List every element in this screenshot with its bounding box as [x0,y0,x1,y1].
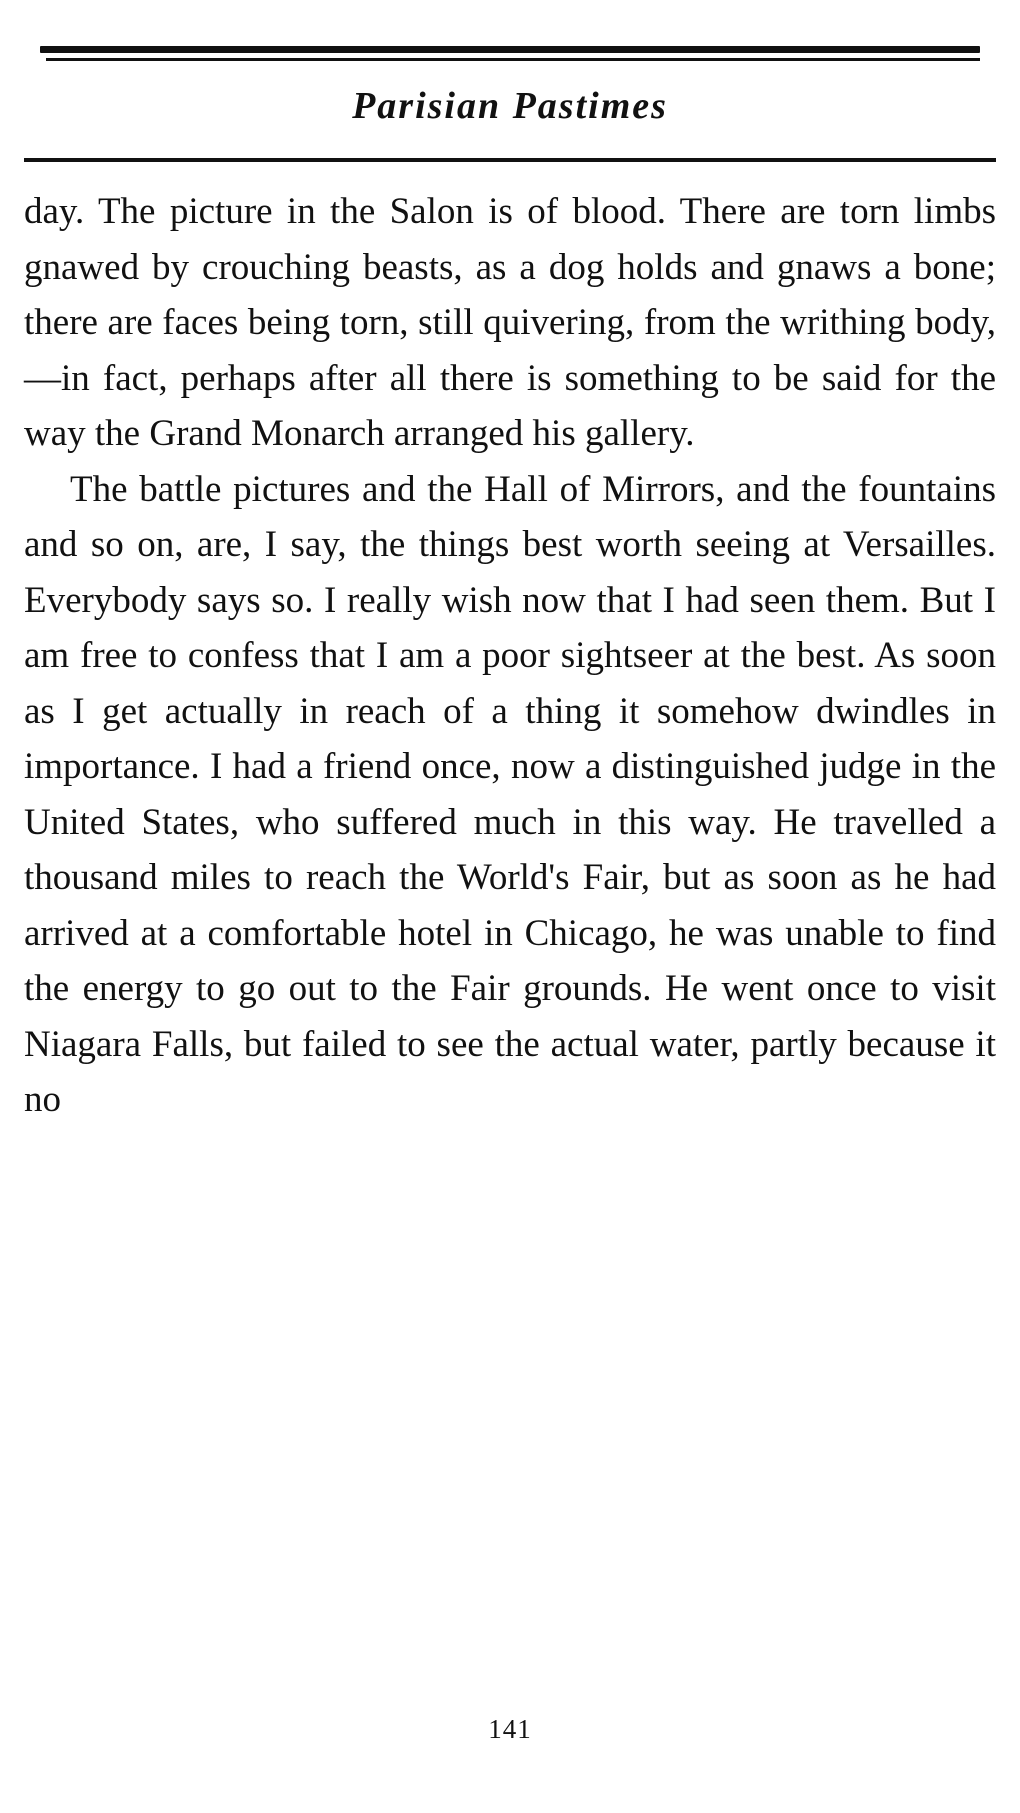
header-rule-thick [40,46,980,53]
page-body [24,184,996,1128]
page-number: 141 [488,1714,532,1744]
paragraph-2: The battle pictures and the Hall of Mirrors, and the fountains and so on, are, I say, the things best worth seeing at Versailles. Everybody says so. I really wish now that I had seen them. But I am free to confess that I am a poor sightseer at the best. As soon as I get actually in reach of a thing it somehow dwindles in importance. I had a friend once, now a distinguished judge in the United States, who suffered much in this way. He travelled a thousand miles to reach the World's Fair, but as soon as he had arrived at a comfortable hotel in Chicago, he was unable to find the energy to go out to the Fair grounds. He went once to visit Niagara Falls, but failed to see the actual water, partly because it no [24,468,996,1120]
running-head: Parisian Pastimes [352,85,668,127]
paragraph-1: day. The picture in the Salon is of blood. There are torn limbs gnawed by crouching beasts, as a dog holds and gnaws a bone; there are faces being torn, still quivering, from the writhing body,—in fact, perhaps after all there is something to be said for the way the Grand Monarch arranged his gallery. [24,191,996,454]
header-rule-group [40,46,980,61]
header-rule-bottom [24,158,996,162]
header-rule-thin [46,58,980,61]
